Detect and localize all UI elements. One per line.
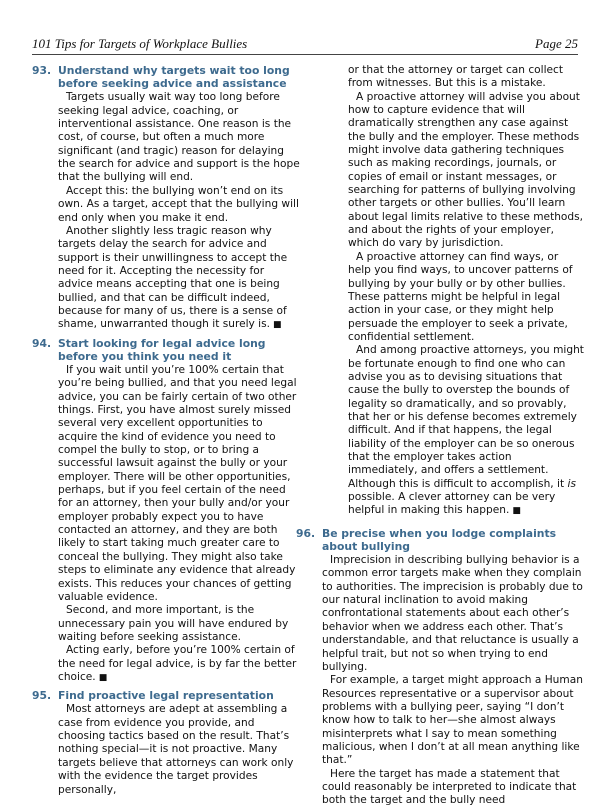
tip-title: Understand why targets wait too long before seeking advice and assistance <box>58 64 290 91</box>
paragraph <box>58 225 302 333</box>
tip-number: 95. <box>32 689 52 703</box>
tip-body <box>322 554 584 808</box>
paragraph: A proactive attorney can find ways, or help you find ways, to uncover patterns of bullying by your bully or by other bullies. These patterns might be helpful in legal action in your case, or they might help persuade the employer to seek a private, confidential settlement. <box>348 250 573 343</box>
tip-heading <box>32 337 302 363</box>
tip-94 <box>32 337 302 686</box>
tip-93 <box>32 64 302 333</box>
paragraph: Targets usually wait way too long before seeking legal advice, coaching, or interventional assistance. One reason is the cost, of course, but often a much more significant (and tragic) reason for delaying the search for advice and support is the hope that the bullying will end. <box>58 91 300 184</box>
left-column <box>32 64 302 801</box>
paragraph-text: Acting early, before you’re 100% certain of the need for legal advice, is by far the better choice. <box>58 644 297 683</box>
paragraph: Accept this: the bullying won’t end on its own. As a target, accept that the bullying will end only when you make it end. <box>58 184 299 224</box>
end-mark: ■ <box>512 506 521 517</box>
tip-heading <box>32 64 302 90</box>
tip-heading <box>296 527 584 553</box>
paragraph: Most attorneys are adept at assembling a case from evidence you provide, and choosing tactics based on the result. That’s nothing special—it is not proactive. Many targets believe that attorneys can work only with the evidence the target provides personally, <box>58 703 294 796</box>
tip-title: Be precise when you lodge complaints about bullying <box>322 526 557 553</box>
paragraph: or that the attorney or target can collect from witnesses. But this is a mistake. <box>348 64 564 90</box>
tip-number: 93. <box>32 64 52 77</box>
page-number: Page 25 <box>535 36 578 51</box>
book-title: 101 Tips for Targets of Workplace Bullies <box>32 36 248 51</box>
tip-95 <box>32 689 302 797</box>
tip-body <box>58 91 302 332</box>
paragraph: Here the target has made a statement that could reasonably be interpreted to indicate that both the target and the bully need <box>322 767 577 807</box>
tip-heading <box>32 689 302 702</box>
paragraph: Second, and more important, is the unnecessary pain you will have endured by waiting before seeking assistance. <box>58 604 289 643</box>
end-mark: ■ <box>98 672 108 683</box>
paragraph: A proactive attorney will advise you about how to capture evidence that will dramatically strengthen any case against the bully and the employer. These methods might involve data gathering techniques such as making recordings, journals, or copies of email or instant messages, or searching for patterns of bullying involving other targets or other bullies. You’ll learn about legal limits relative to these methods, and about the rights of your employer, which do vary by jurisdiction. <box>348 90 584 250</box>
paragraph: If you wait until you’re 100% certain that you’re being bullied, and that you need legal advice, you can be fairly certain of two other things. First, you have almost surely missed several very excellent opportunities to acquire the kind of evidence you need to compel the bully to stop, or to bring a successful lawsuit against the bully or your employer. There will be other opportunities, perhaps, but if you feel certain of the need for an attorney, then your bully and/or your employer probably expect you to have contacted an attorney, and they are both likely to start taking much greater care to conceal the bullying. They might also take steps to eliminate any evidence that already exists. This reduces your chances of getting valuable evidence. <box>58 364 297 603</box>
tip-title: Start looking for legal advice long before you think you need it <box>58 336 266 363</box>
tip-body <box>348 64 584 519</box>
tip-96 <box>296 526 584 808</box>
tip-title: Find proactive legal representation <box>58 689 274 703</box>
page-header <box>32 30 578 55</box>
right-column <box>296 64 584 812</box>
paragraph: Imprecision in describing bullying behavior is a common error targets make when they complain to authorities. The imprecision is probably due to our natural inclination to avoid making confrontational statements about each other’s behavior when we address each other. That’s understandable, and that reluctance is usually a helpful trait, but not so when trying to end bullying. <box>322 554 583 673</box>
paragraph-text: And among proactive attorneys, you might be fortunate enough to find one who can advise you as to devising situations that cause the bully to overstep the bounds of legality so dramatically, and so provably, that her or his defense becomes extremely difficult. And if that happens, the legal liability of the employer can be so onerous that the employer takes action immediately, and offers a settlement. Although this is difficult to accomplish, it <box>348 344 584 490</box>
tip-body <box>58 703 302 796</box>
tip-95-continued <box>322 64 584 519</box>
tip-number: 96. <box>296 526 316 540</box>
paragraph-text: possible. A clever attorney can be very helpful in making this happen. <box>348 491 556 517</box>
tip-body <box>58 364 302 685</box>
paragraph-text: Another slightly less tragic reason why targets delay the search for advice and support is their unwillingness to accept the need for it. Accepting the necessity for advice means accepting that one is being bullied, and that can be difficult indeed, because for many of us, there is a sense of shame, unwarranted though it surely is. <box>58 224 288 331</box>
emphasis: is <box>567 477 576 490</box>
end-mark: ■ <box>273 320 282 331</box>
paragraph: For example, a target might approach a Human Resources representative or a supervisor about problems with a bullying peer, saying “I don’t know how to talk to her—she almost always misinterprets what I say to mean something malicious, when I don’t at all mean anything like that.” <box>322 674 583 767</box>
paragraph <box>58 644 302 685</box>
tip-number: 94. <box>32 336 52 350</box>
paragraph <box>348 344 584 518</box>
